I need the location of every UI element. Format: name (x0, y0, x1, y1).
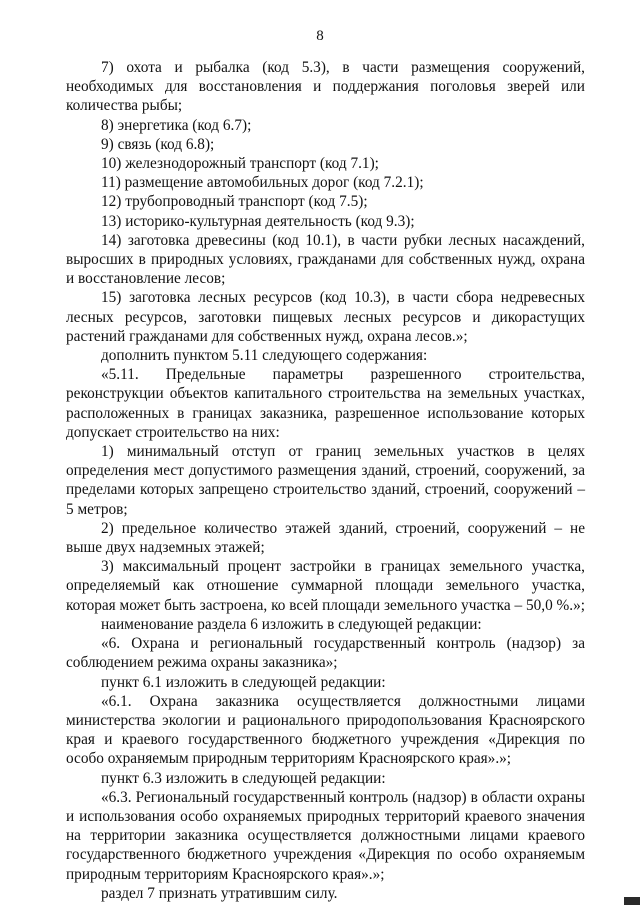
paragraph-add-5-11: дополнить пунктом 5.11 следующего содержания: (101, 347, 428, 365)
paragraph-item-9: 9) связь (код 6.8); (101, 135, 215, 153)
paragraph-5-11-item-3: 3) максимальный процент застройки в границах земельного участка, определяемый как отношение суммарной площади земельного участка, которая может быть застроена, ко всей площади земельного участка – 50,0 %.»; (66, 558, 586, 614)
scan-edge-mark (624, 897, 640, 905)
paragraph-6-3: «6.3. Региональный государственный контроль (надзор) в области охраны и использования особо охраняемых природных территорий краевого значения на территории заказника осуществляется должностными лицами краевого государственного бюджетного учреждения «Дирекция по особо охраняемым природным территориям Красноярского края».»; (66, 788, 585, 883)
paragraph-section-5-11: «5.11. Предельные параметры разрешенного строительства, реконструкции объектов капитального строительства на земельных участках, расположенных в границах заказника, разрешенное использование которых допускает строительство на них: (66, 366, 585, 441)
paragraph-6-3-intro: пункт 6.3 изложить в следующей редакции: (101, 769, 386, 787)
paragraph-item-7: 7) охота и рыбалка (код 5.3), в части размещения сооружений, необходимых для восстановления и поддержания поголовья зверей или количества рыбы; (66, 59, 585, 115)
paragraph-5-11-item-2: 2) предельное количество этажей зданий, строений, сооружений – не выше двух надземных этажей; (66, 519, 585, 557)
paragraph-5-11-item-1: 1) минимальный отступ от границ земельных участков в целях определения мест допустимого размещения зданий, строений, сооружений, за пределами которых запрещено строительство зданий, строений, сооружений – 5 метров; (66, 443, 585, 518)
paragraph-item-8: 8) энергетика (код 6.7); (101, 116, 252, 134)
paragraph-item-11: 11) размещение автомобильных дорог (код 7.2.1); (101, 174, 424, 192)
paragraph-section-7: раздел 7 признать утратившим силу. (101, 884, 338, 902)
document-body (66, 58, 585, 903)
paragraph-section-6-title: «6. Охрана и региональный государственный контроль (надзор) за соблюдением режима охраны заказника»; (66, 635, 585, 672)
paragraph-item-15: 15) заготовка лесных ресурсов (код 10.3), в части сбора недревесных лесных ресурсов, заготовки пищевых лесных ресурсов и дикорастущих растений гражданами для собственных нужд, охрана лесов.»; (66, 289, 585, 345)
paragraph-section-6-intro: наименование раздела 6 изложить в следующей редакции: (101, 615, 482, 633)
paragraph-item-14: 14) заготовка древесины (код 10.1), в части рубки лесных насаждений, выросших в природных условиях, гражданами для собственных нужд, охрана и восстановление лесов; (66, 231, 585, 288)
paragraph-6-1: «6.1. Охрана заказника осуществляется должностными лицами министерства экологии и рационального природопользования Красноярского края и краевого государственного бюджетного учреждения «Дирекция по особо охраняемым природным территориям Красноярского края».»; (66, 692, 585, 768)
page-number: 8 (316, 28, 324, 44)
paragraph-6-1-intro: пункт 6.1 изложить в следующей редакции: (101, 673, 386, 691)
paragraph-item-10: 10) железнодорожный транспорт (код 7.1); (101, 155, 379, 173)
paragraph-item-13: 13) историко-культурная деятельность (код 9.3); (101, 212, 415, 230)
paragraph-item-12: 12) трубопроводный транспорт (код 7.5); (101, 193, 368, 211)
